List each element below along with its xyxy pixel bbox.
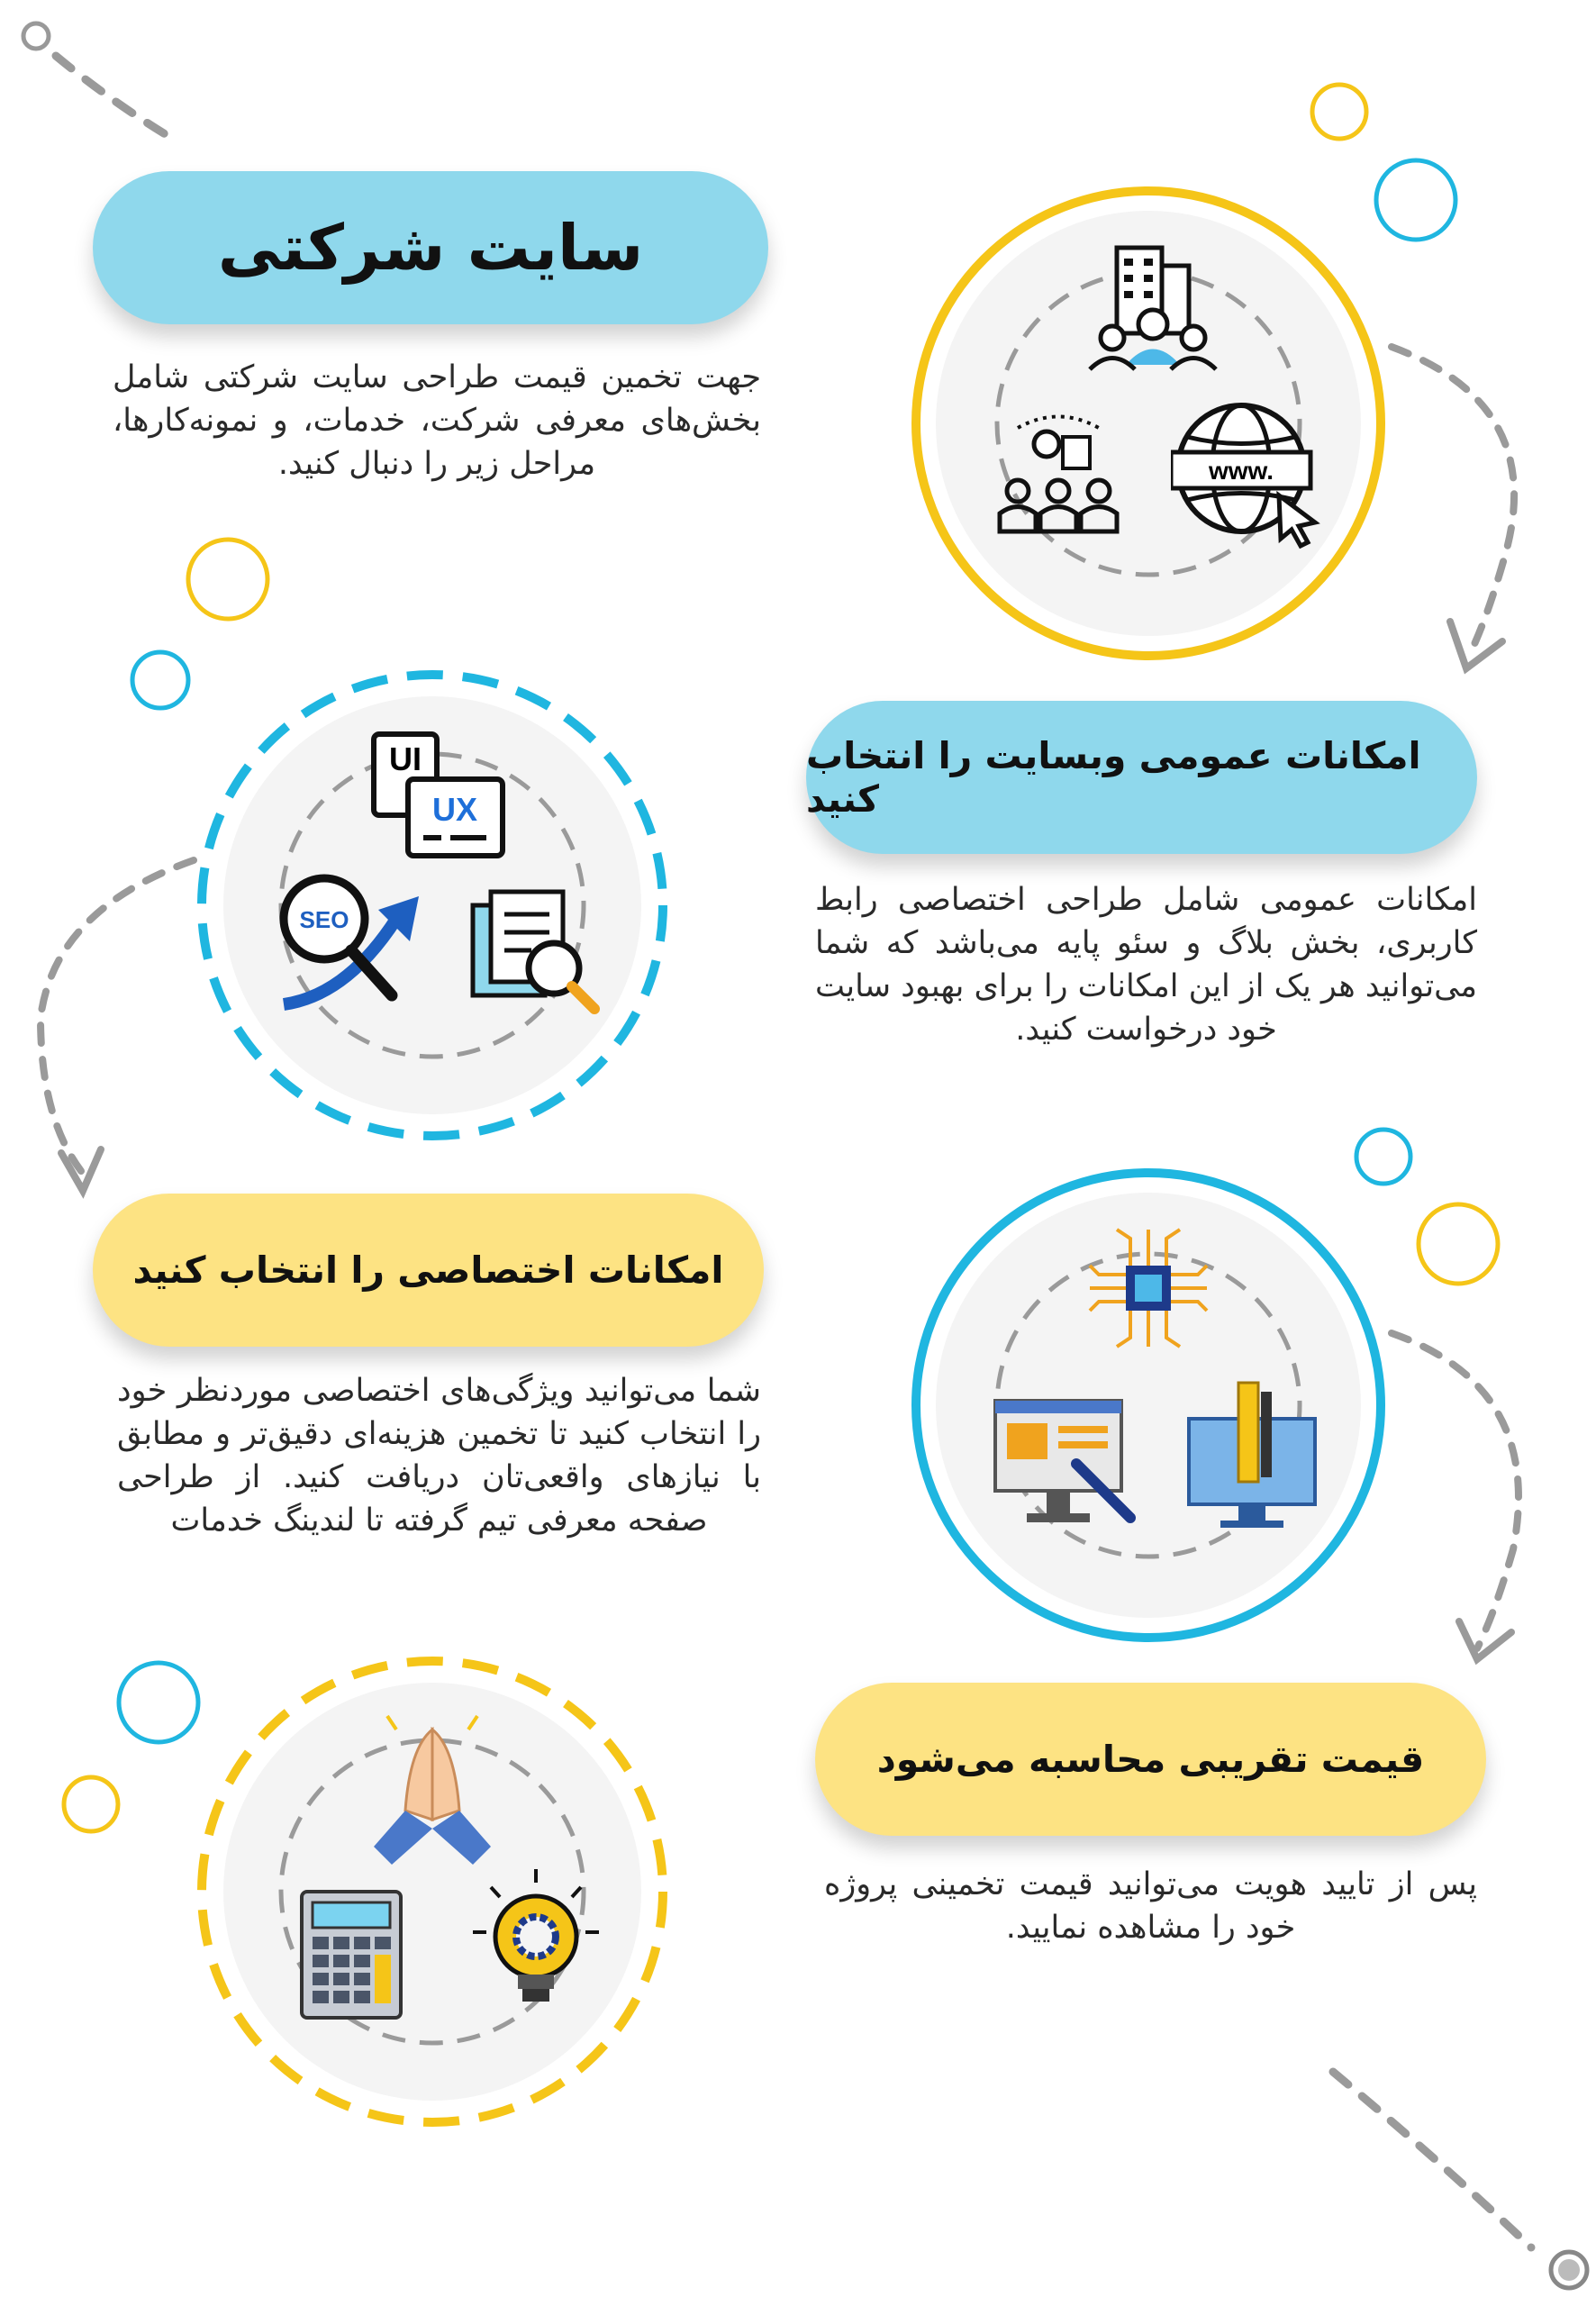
- document-search-icon: [464, 883, 608, 1027]
- dashed-connector-top: [56, 56, 167, 135]
- design-tools-monitor-icon: [1180, 1378, 1324, 1531]
- price-icon-circle: [194, 1653, 671, 2130]
- step-1-title: امکانات عمومی وبسایت را انتخاب کنید: [806, 734, 1421, 821]
- ring-yellow: [188, 540, 268, 619]
- calculator-icon: [293, 1883, 428, 2027]
- dashed-connector-1: [1392, 347, 1514, 658]
- seo-label: SEO: [299, 906, 349, 933]
- office-building-icon: [1085, 239, 1220, 374]
- step-1-title-pill: [806, 701, 1477, 854]
- ring-yellow: [1312, 85, 1366, 139]
- step-2-text: شما می‌توانید ویژگی‌های اختصاصی موردنظر خود را انتخاب کنید تا تخمین هزینه‌ای دقیق‌تر و مطابق با نیازهای واقعی‌تان دریافت کنید. از طراحی صفحه معرفی تیم گرفته تا لندینگ خدمات: [117, 1373, 761, 1539]
- step-3-title-pill: [815, 1683, 1486, 1836]
- page-title-pill: [93, 171, 768, 324]
- ring-yellow: [1419, 1204, 1498, 1284]
- ring-blue: [119, 1663, 198, 1742]
- www-globe-icon: [1171, 396, 1324, 549]
- idea-bulb-icon: [464, 1865, 608, 2018]
- intro-text: جهت تخمین قیمت طراحی سایت شرکتی شامل بخش‌های معرفی شرکت، خدمات، و نمونه‌کارها، مراحل زیر را دنبال کنید.: [113, 359, 761, 482]
- ring-yellow: [64, 1777, 118, 1831]
- ring-blue: [132, 652, 188, 708]
- dashed-connector-3: [1392, 1333, 1519, 1648]
- ui-label: UI: [389, 740, 422, 777]
- custom-icon-circle: [910, 1167, 1387, 1644]
- end-node: [1551, 2252, 1587, 2288]
- team-location-icon: [991, 410, 1126, 536]
- web-design-monitor-icon: [991, 1392, 1144, 1545]
- ux-label: UX: [431, 791, 478, 828]
- step-2-title: امکانات اختصاصی را انتخاب کنید: [132, 1248, 724, 1292]
- page-title: سایت شرکتی: [217, 211, 644, 285]
- ring-blue: [1376, 160, 1455, 240]
- dashed-connector-end: [1333, 2072, 1531, 2247]
- www-label: www.: [1208, 457, 1274, 485]
- seo-growth-icon: [275, 869, 428, 1022]
- step-2-title-pill: [93, 1194, 764, 1347]
- company-icon-circle: [910, 185, 1387, 662]
- ui-ux-icon: [365, 725, 509, 869]
- features-icon-circle: [194, 667, 671, 1144]
- start-node: [23, 23, 49, 49]
- step-1-text: امکانات عمومی شامل طراحی اختصاصی رابط کاربری، بخش بلاگ و سئو پایه می‌باشد که شما می‌توانید هر یک از این امکانات را برای بهبود سایت خود درخواست کنید.: [815, 882, 1477, 1048]
- step-3-title: قیمت تقریبی محاسبه می‌شود: [876, 1738, 1425, 1781]
- step-3-text: پس از تایید هویت می‌توانید قیمت تخمینی پروژه خود را مشاهده نمایید.: [824, 1866, 1477, 1946]
- dashed-connector-2: [41, 860, 194, 1171]
- circuit-chip-icon: [1081, 1221, 1216, 1356]
- praying-hands-icon: [360, 1711, 504, 1874]
